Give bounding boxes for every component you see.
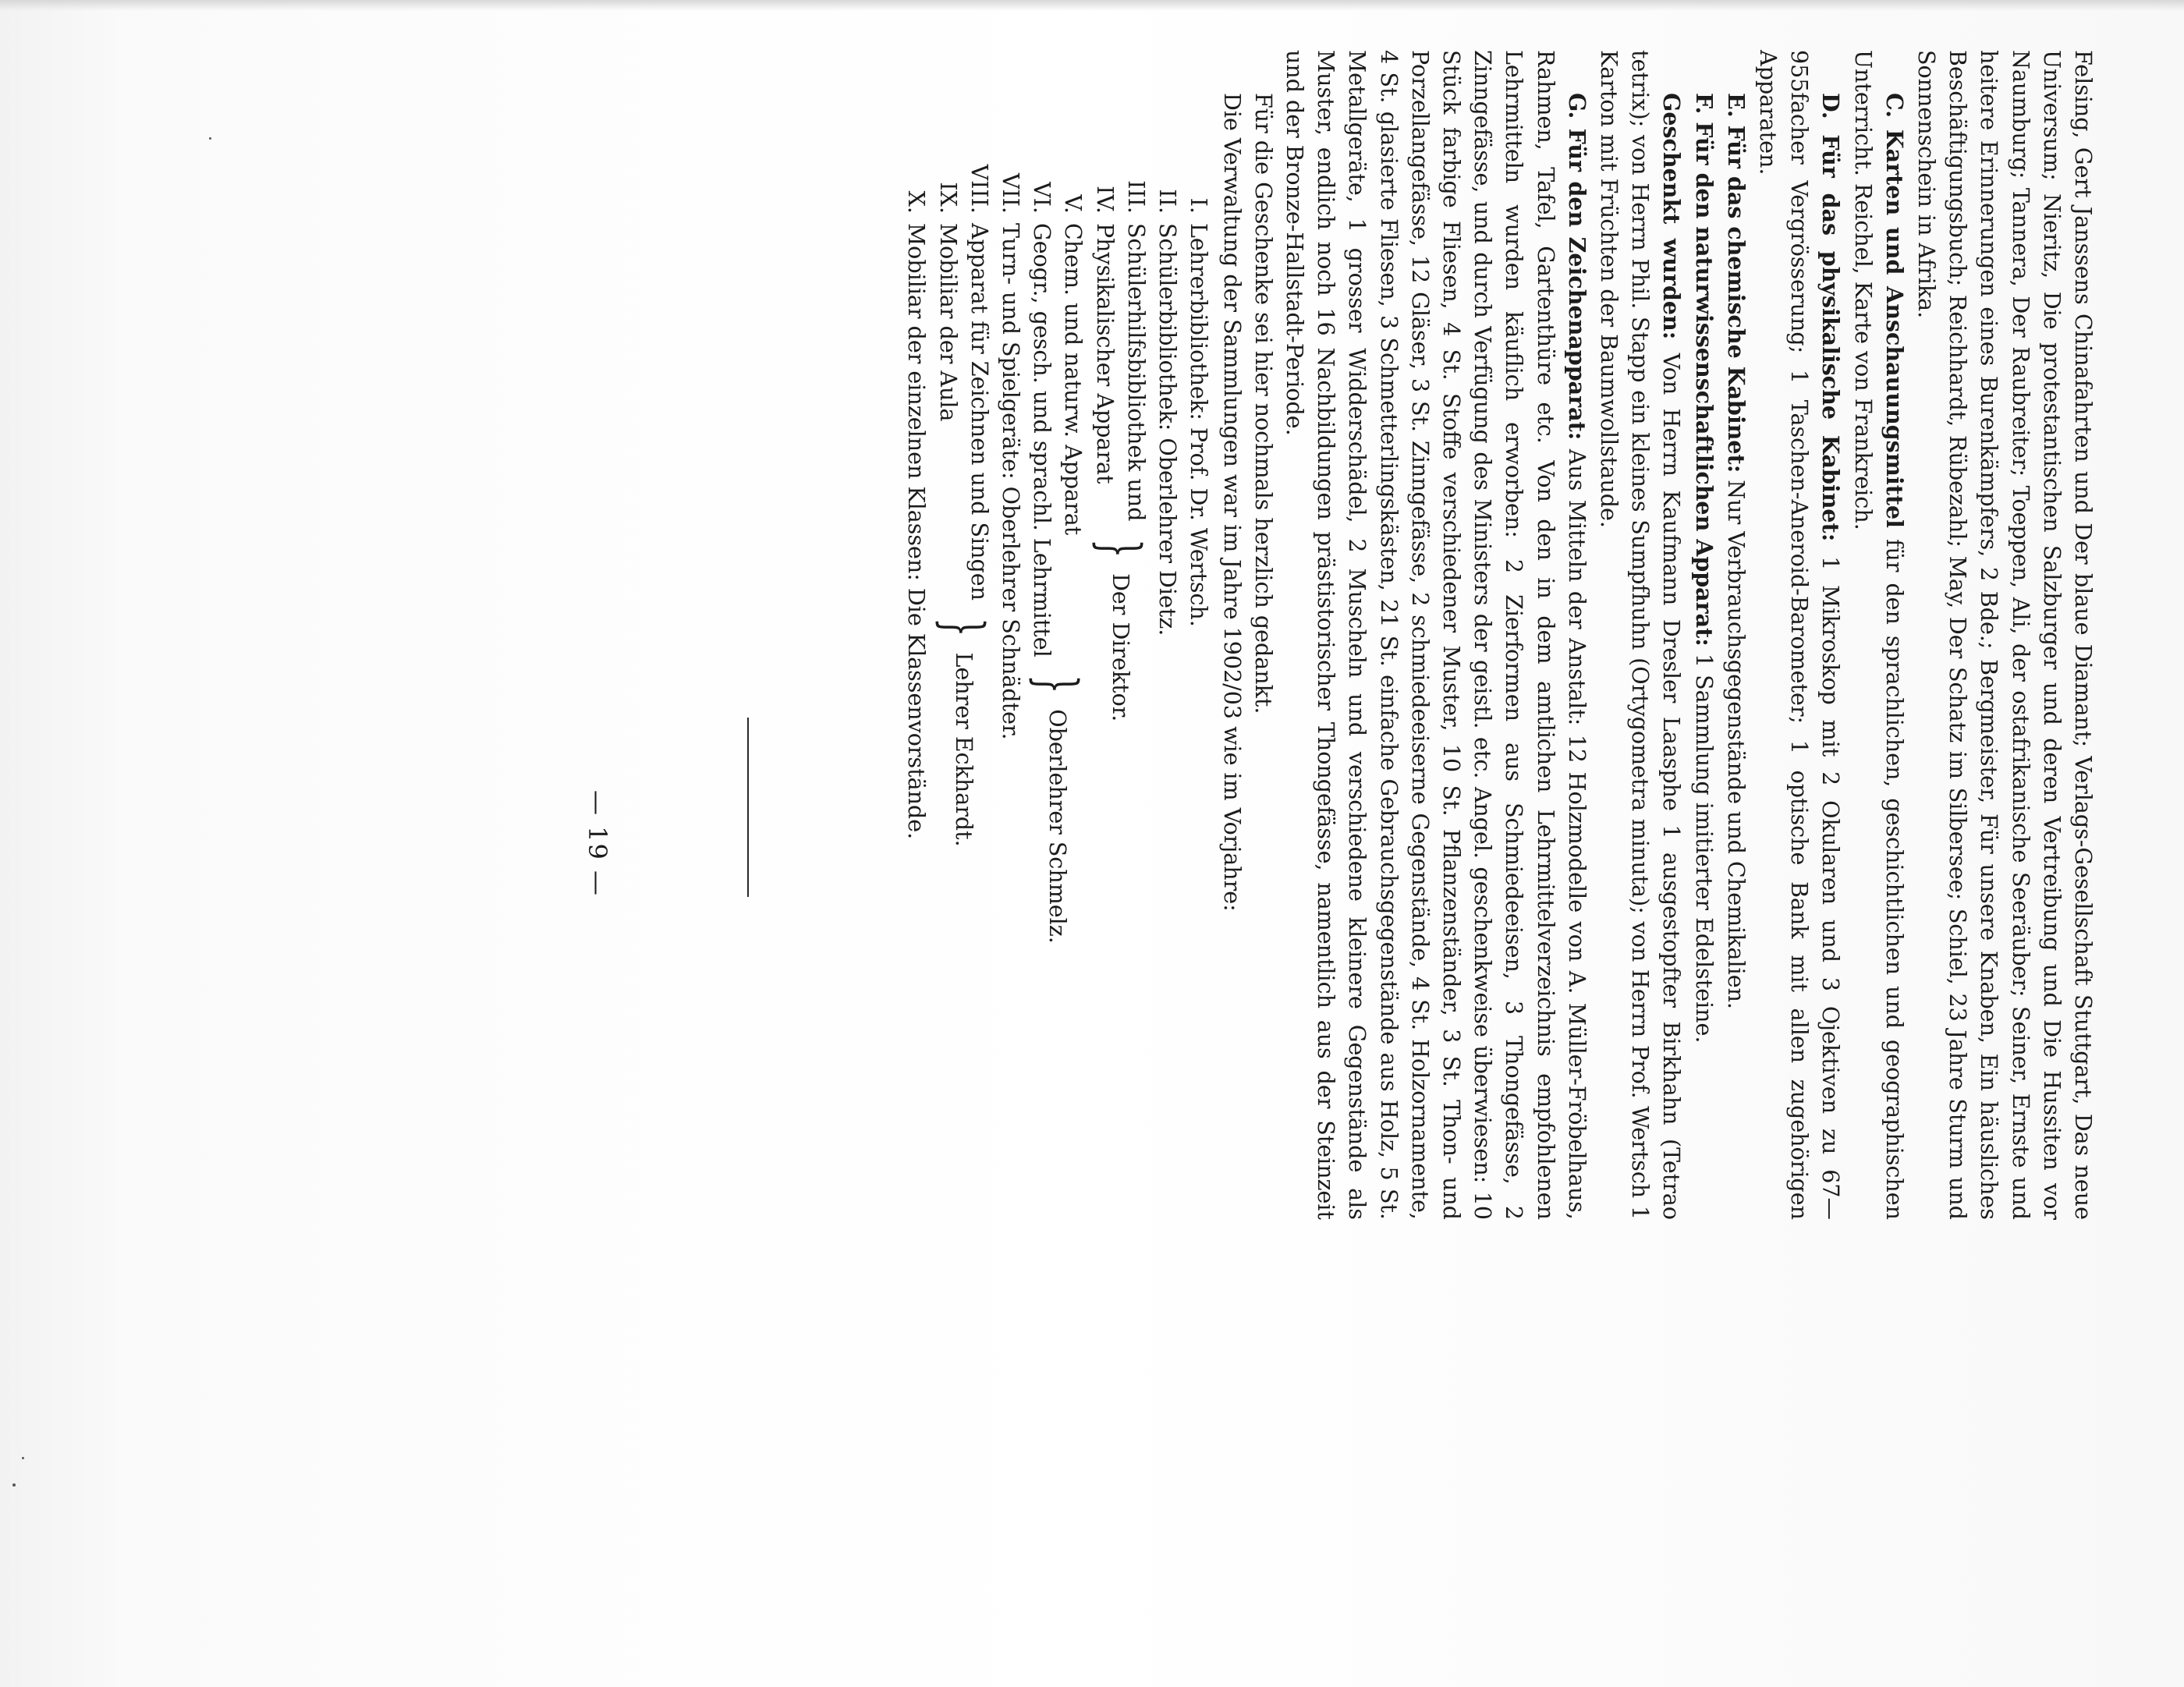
thanks-line: Für die Geschenke sei hier nochmals herzlich gedankt. xyxy=(1250,93,1276,714)
schmelz-group xyxy=(1026,50,1088,1220)
gifts-text: Von Herrn Kaufmann Dresler Laasphe 1 ausgestopfter Birkhahn (Tetrao tetrix); von Herrn Phil. Stapp ein kleines Sumpfhuhn (Ortygometra minuta); von Herrn Prof. Wertsch 1 Karton mit Früchten der Baumwollstaude. xyxy=(1595,50,1685,1220)
list-item: VIII.Apparat für Zeichnen und Singen xyxy=(966,164,992,601)
section-g xyxy=(1278,50,1593,1220)
dust-speck xyxy=(22,1457,24,1459)
list-item: VI.Geogr., gesch. und sprachl. Lehrmittel xyxy=(1029,182,1055,657)
admin-intro: Die Verwaltung der Sammlungen war im Jahre 1902/03 wie im Vorjahre: xyxy=(1218,93,1245,912)
bracket-label-schmelz: Oberlehrer Schmelz. xyxy=(1044,709,1071,944)
bracket-label-eckhardt: Lehrer Eckhardt. xyxy=(950,652,977,847)
section-f-text: 1 Sammlung imitierter Edelsteine. xyxy=(1690,646,1717,1044)
section-d-heading: D. Für das physikalische Kabinet: xyxy=(1817,93,1845,542)
brace-icon: } xyxy=(1087,538,1152,558)
rotated-document-page xyxy=(78,0,2184,1687)
section-d-text: 1 Mikroskop mit 2 Okularen und 3 Ojektiven zu 67—955facher Vergrösserung; 1 Taschen-Aneroid-Barometer; 1 optische Bank mit allen zugehörigen Apparaten. xyxy=(1754,50,1844,1220)
brace-icon: } xyxy=(931,618,995,637)
dust-speck xyxy=(12,1483,16,1487)
section-g-heading: G. Für den Zeichenapparat: xyxy=(1563,93,1590,441)
end-rule xyxy=(747,718,749,897)
section-c xyxy=(1846,50,1909,1220)
bracket-label-director: Der Direktor. xyxy=(1107,573,1133,722)
section-e-heading: E. Für das chemische Kabinet: xyxy=(1722,93,1750,473)
list-item: I.Lehrerbibliothek: Prof. Dr. Wertsch. xyxy=(1186,197,1212,627)
list-item: VII.Turn- und Spielgeräte: Oberlehrer Schnädter. xyxy=(998,172,1024,740)
list-item: III.Schülerhilfsbibliothek und xyxy=(1122,180,1149,522)
list-item: V.Chem. und naturw. Apparat xyxy=(1060,194,1087,536)
section-f-heading: F. Für den naturwissenschaftlichen Apparat: xyxy=(1690,93,1718,647)
section-f xyxy=(1687,50,1719,1220)
section-c-heading: C. Karten und Anschauungsmittel xyxy=(1881,93,1908,529)
section-c-text: für den sprachlichen, geschichtlichen und geographischen Unterricht. Reichel, Karte von Frankreich. xyxy=(1849,50,1907,1220)
page-number: — 19 — xyxy=(583,789,612,898)
brace-icon: } xyxy=(1025,674,1090,694)
director-group xyxy=(1089,50,1151,1220)
list-item: IV.Physikalischer Apparat xyxy=(1091,186,1118,484)
list-item: IX.Mobiliar der Aula xyxy=(934,182,961,422)
section-f-gifts xyxy=(1593,50,1688,1220)
section-d xyxy=(1752,50,1847,1220)
eckhardt-group xyxy=(931,50,994,1220)
section-e xyxy=(1720,50,1752,1220)
list-item: II.Schülerbibliothek: Oberlehrer Dietz. xyxy=(1154,189,1181,636)
section-e-text: Nur Verbrauchsgegenstände und Chemikalien. xyxy=(1722,473,1749,1009)
list-item: X.Mobiliar der einzelnen Klassen: Die Klassenvorstände. xyxy=(903,190,930,840)
administration-list xyxy=(900,50,1214,1220)
page-body xyxy=(900,50,2098,1220)
intro-paragraph: Felsing, Gert Janssens Chinafahrten und Der blaue Diamant; Verlags-Gesellschaft Stuttgart, Das neue Universum; Nieritz, Die protestantischen Salzburger und deren Vertreibung und Die Hussiten vor Naumburg; Tannera, Der Raubreiter; Toeppen, Ali, der ostafrikanische Seeräuber; Seiner, Ernste und heitere Erinnerungen eines Burenkämpfers, 2 Bde.; Bergmeister, Für unsere Knaben, Ein häusliches Beschäftigungsbuch; Reichhardt, Rübezahl; May, Der Schatz im Silbersee; Schiel, 23 Jahre Sturm und Sonnenschein in Afrika. xyxy=(1913,50,2096,1220)
gifts-heading: Geschenkt wurden: xyxy=(1658,93,1686,340)
section-g-text: Aus Mitteln der Anstalt: 12 Holzmodelle von A. Müller-Fröbelhaus, Rahmen, Tafel, Gartenthüre etc. Von den in dem amtlichen Lehrmittelverzeichnis empfohlenen Lehrmitteln wurden käuflich erworben: 2 Zierformen aus Schmiedeeisen, 3 Thongefässe, 2 Zinngefässe, und durch Verfügung des Ministers der geistl. etc. Angel. geschenkweise überwiesen: 10 Stück farbige Fliesen, 4 St. Stoffe verschiedener Muster, 10 St. Pflanzenständer, 3 St. Thon- und Porzellangefässe, 12 Gläser, 3 St. Zinngefässe, 2 schmiedeeiserne Gegenstände, 4 St. Holzornamente, 4 St. glasierte Fliesen, 3 Schmetterlingskästen, 21 St. einfache Gebrauchsgegenstände aus Holz, 5 St. Metallgeräte, 1 grosser Widderschädel, 2 Muscheln und verschiedene kleinere Gegenstände als Muster, endlich noch 16 Nachbildungen prästistorischer Thongefässe, namentlich aus der Steinzeit und der Bronze-Hallstadt-Periode. xyxy=(1281,50,1590,1220)
